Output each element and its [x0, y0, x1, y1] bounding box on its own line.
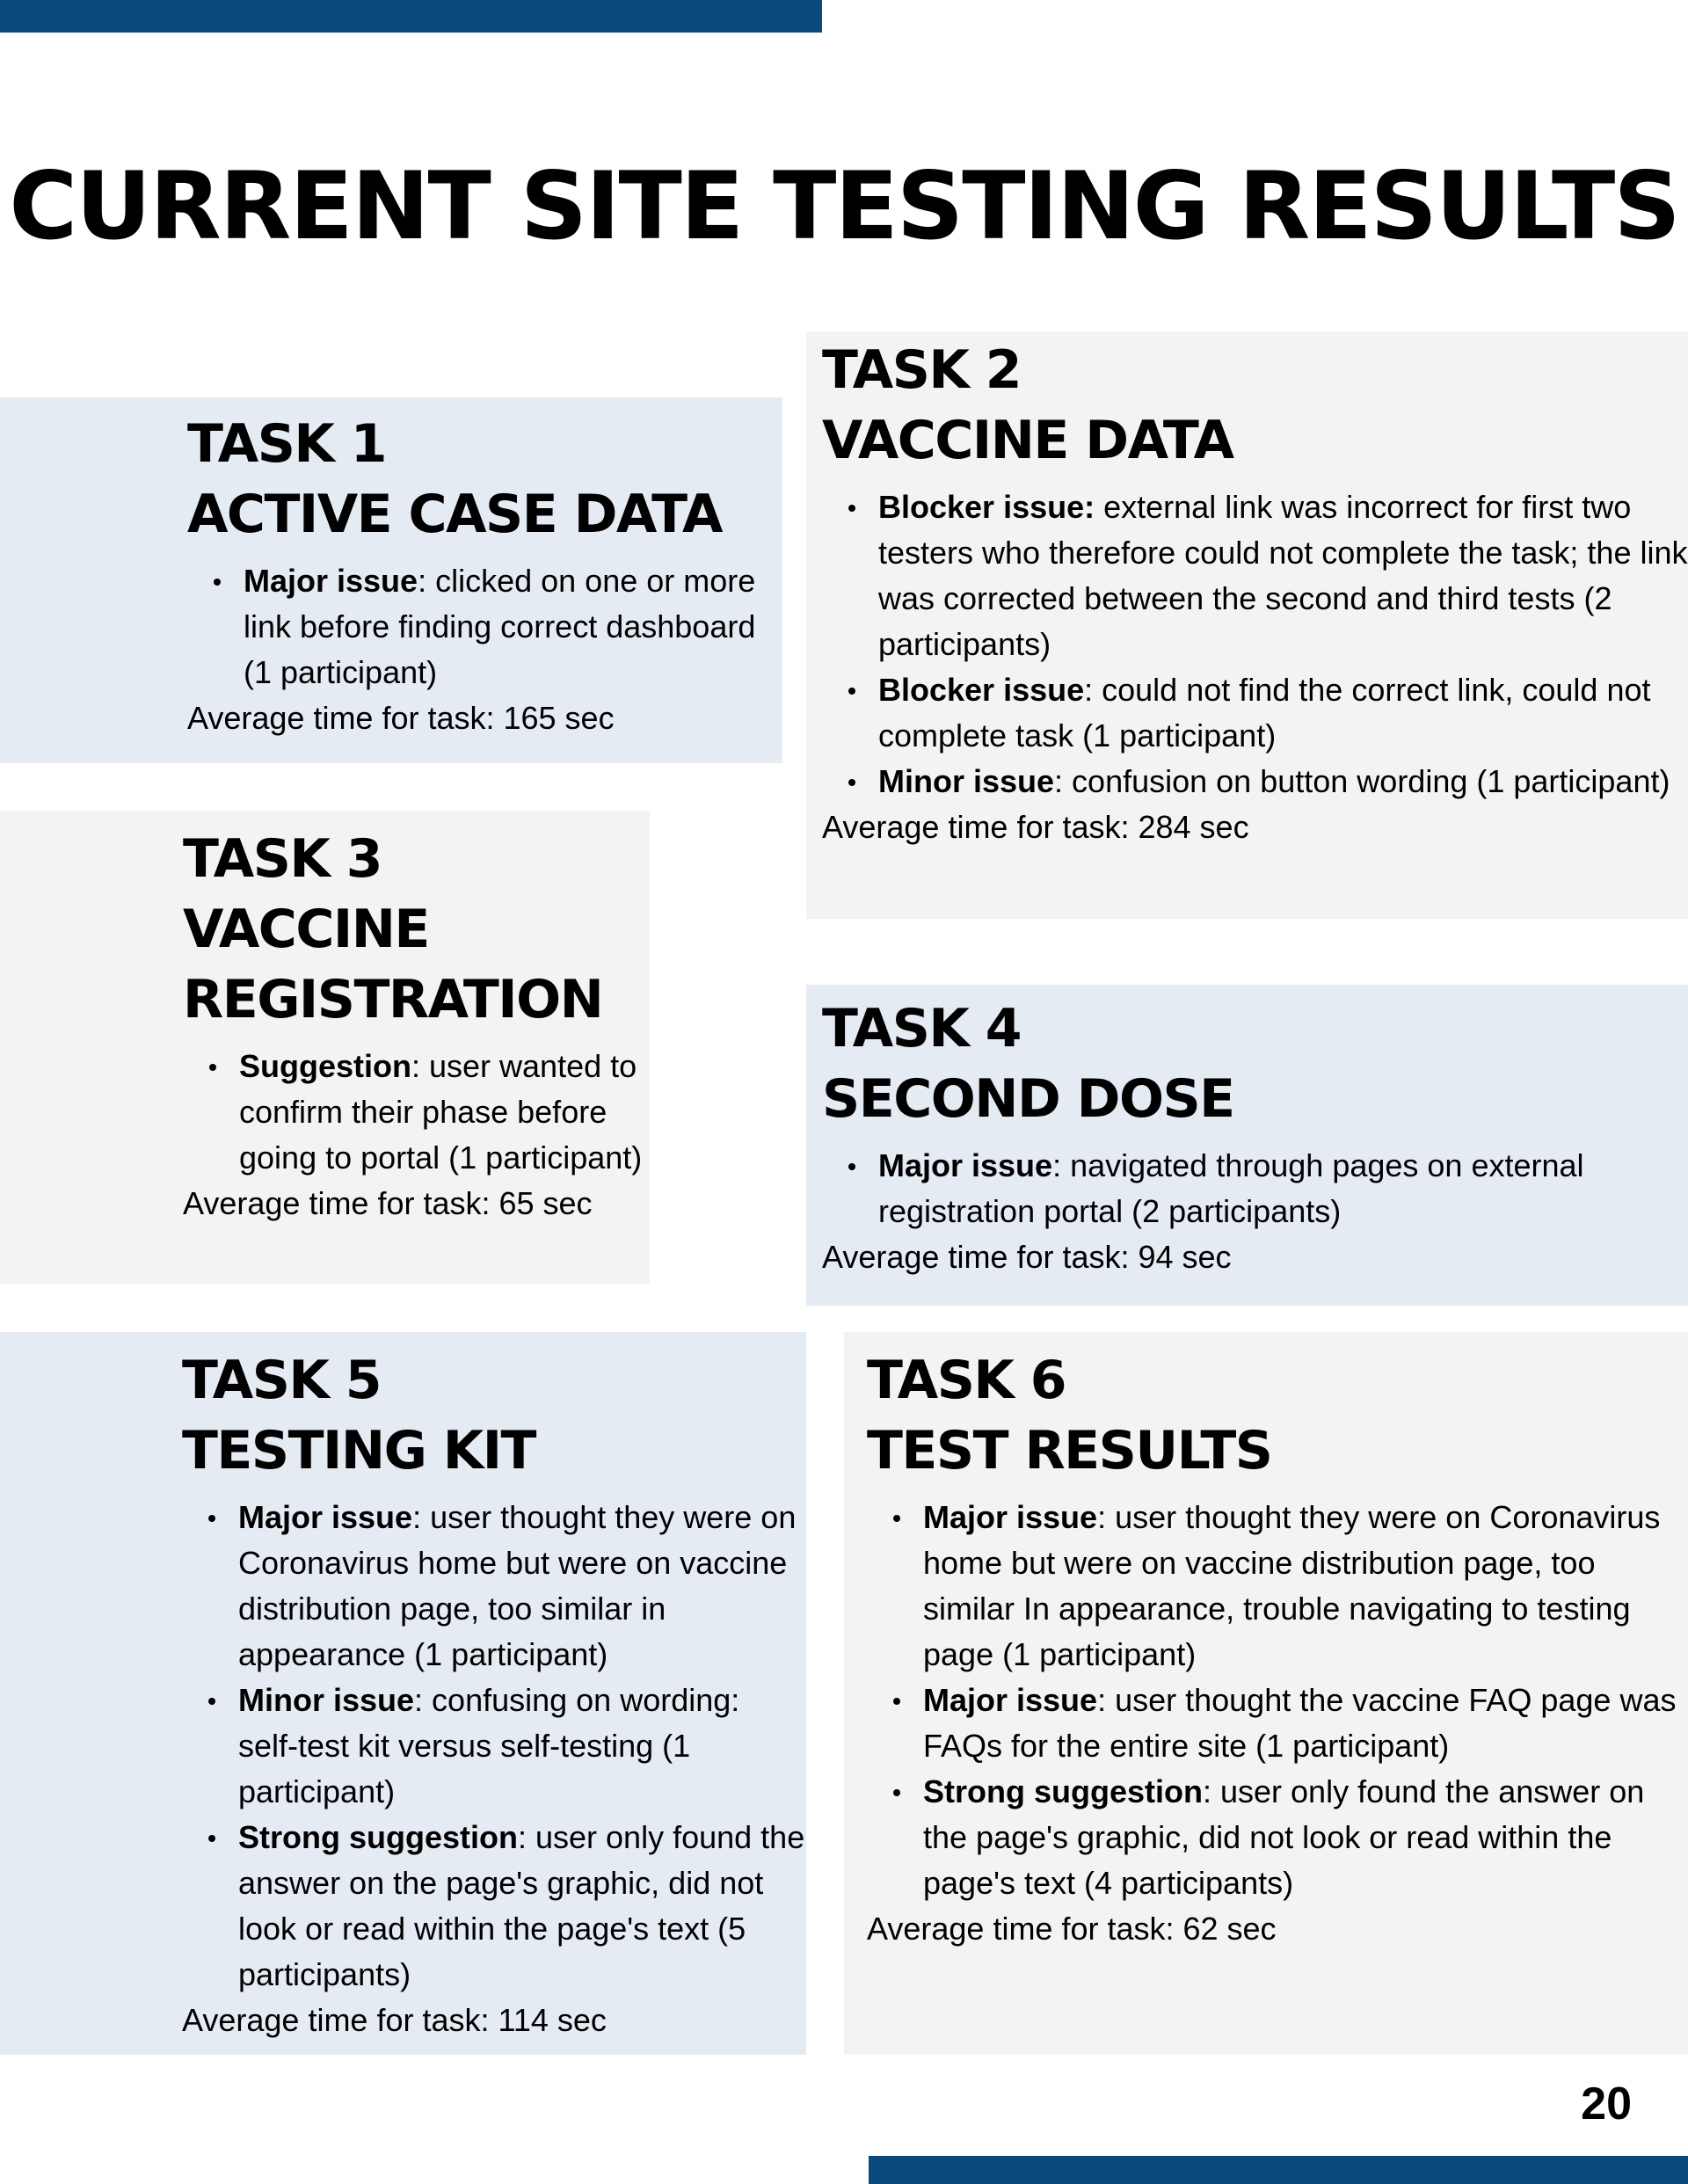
task-number: TASK 3 [183, 828, 382, 890]
task-number: TASK 5 [182, 1350, 382, 1411]
task-card-5 [0, 1332, 806, 2055]
issue-text: : could not find the correct link, could not complete task (1 participant) [878, 672, 1651, 753]
page-title: CURRENT SITE TESTING RESULTS [9, 152, 1679, 260]
task-title: ACTIVE CASE DATA [187, 484, 722, 545]
issue-list [822, 1143, 1688, 1234]
issue-item [244, 558, 782, 695]
task-title: VACCINE DATA [822, 410, 1233, 471]
task-card-2 [806, 331, 1688, 919]
task-heading [187, 409, 782, 550]
task-number: TASK 2 [822, 339, 1022, 401]
issue-list [183, 1044, 650, 1181]
task-title-continued: REGISTRATION [183, 969, 603, 1030]
task-title: TESTING KIT [182, 1420, 535, 1481]
issue-list [187, 558, 782, 695]
issue-text: : navigated through pages on external registration portal (2 participants) [878, 1147, 1584, 1229]
task-number: TASK 1 [187, 413, 387, 475]
task-title: VACCINE [183, 899, 429, 960]
issue-label: Suggestion [239, 1048, 411, 1084]
issue-text: : clicked on one or more link before finding correct dashboard (1 participant) [244, 563, 756, 690]
issue-list [182, 1495, 806, 1998]
issue-text: : user thought they were on Coronavirus home but were on vaccine distribution page, too similar in appearance (1 participant) [238, 1499, 797, 1672]
issue-item [878, 667, 1688, 759]
issue-label: Blocker issue [878, 672, 1085, 708]
page-number: 20 [1581, 2078, 1632, 2129]
issue-text: : user thought the vaccine FAQ page was FAQs for the entire site (1 participant) [923, 1682, 1677, 1764]
issue-label: Blocker issue: [878, 489, 1095, 525]
issue-item [238, 1678, 806, 1815]
issue-item [878, 759, 1688, 804]
issue-label: Major issue [923, 1499, 1098, 1535]
issue-label: Major issue [878, 1147, 1053, 1183]
task-card-6 [844, 1332, 1688, 2055]
average-time: Average time for task: 284 sec [822, 809, 1249, 845]
task-heading [822, 335, 1688, 476]
issue-text: : user only found the answer on the page's graphic, did not look or read within the page's text (5 participants) [238, 1819, 805, 1992]
task-card-3 [0, 811, 650, 1284]
average-time: Average time for task: 62 sec [867, 1911, 1277, 1947]
issue-text: : user wanted to confirm their phase before going to portal (1 participant) [239, 1048, 643, 1176]
issue-label: Minor issue [878, 763, 1055, 799]
issue-text: : user thought they were on Coronavirus home but were on vaccine distribution page, too similar In appearance, trouble navigating to testing page (1 participant) [923, 1499, 1661, 1672]
task-title: SECOND DOSE [822, 1068, 1234, 1130]
issue-item [238, 1815, 806, 1998]
issue-label: Strong suggestion [923, 1773, 1203, 1809]
issue-label: Minor issue [238, 1682, 415, 1718]
issue-list [822, 484, 1688, 804]
issue-label: Major issue [244, 563, 418, 599]
task-heading [183, 824, 650, 1035]
bottom-accent-bar [869, 2156, 1688, 2184]
issue-item [238, 1495, 806, 1678]
top-accent-bar [0, 0, 822, 33]
issue-text: : confusing on wording: self-test kit versus self-testing (1 participant) [238, 1682, 740, 1809]
issue-label: Strong suggestion [238, 1819, 518, 1855]
issue-text: : confusion on button wording (1 participant) [1054, 763, 1670, 799]
average-time: Average time for task: 94 sec [822, 1239, 1232, 1275]
issue-label: Major issue [238, 1499, 413, 1535]
issue-item [923, 1769, 1688, 1906]
issue-text: : user only found the answer on the page's graphic, did not look or read within the page's text (4 participants) [923, 1773, 1645, 1901]
task-title: TEST RESULTS [867, 1420, 1272, 1481]
task-number: TASK 6 [867, 1350, 1066, 1411]
issue-label: Major issue [923, 1682, 1098, 1718]
average-time: Average time for task: 165 sec [187, 700, 615, 736]
issue-text: external link was incorrect for first two testers who therefore could not complete the task; the link was corrected between the second and third tests (2 participants) [878, 489, 1688, 662]
issue-item [878, 1143, 1688, 1234]
task-heading [182, 1345, 806, 1486]
task-number: TASK 4 [822, 998, 1022, 1059]
task-heading [867, 1345, 1688, 1486]
average-time: Average time for task: 65 sec [183, 1185, 593, 1221]
task-card-4 [806, 985, 1688, 1306]
issue-item [923, 1495, 1688, 1678]
average-time: Average time for task: 114 sec [182, 2002, 607, 2038]
task-card-1 [0, 397, 782, 763]
issue-item [878, 484, 1688, 667]
issue-list [867, 1495, 1688, 1906]
task-heading [822, 994, 1688, 1134]
issue-item [923, 1678, 1688, 1769]
issue-item [239, 1044, 650, 1181]
